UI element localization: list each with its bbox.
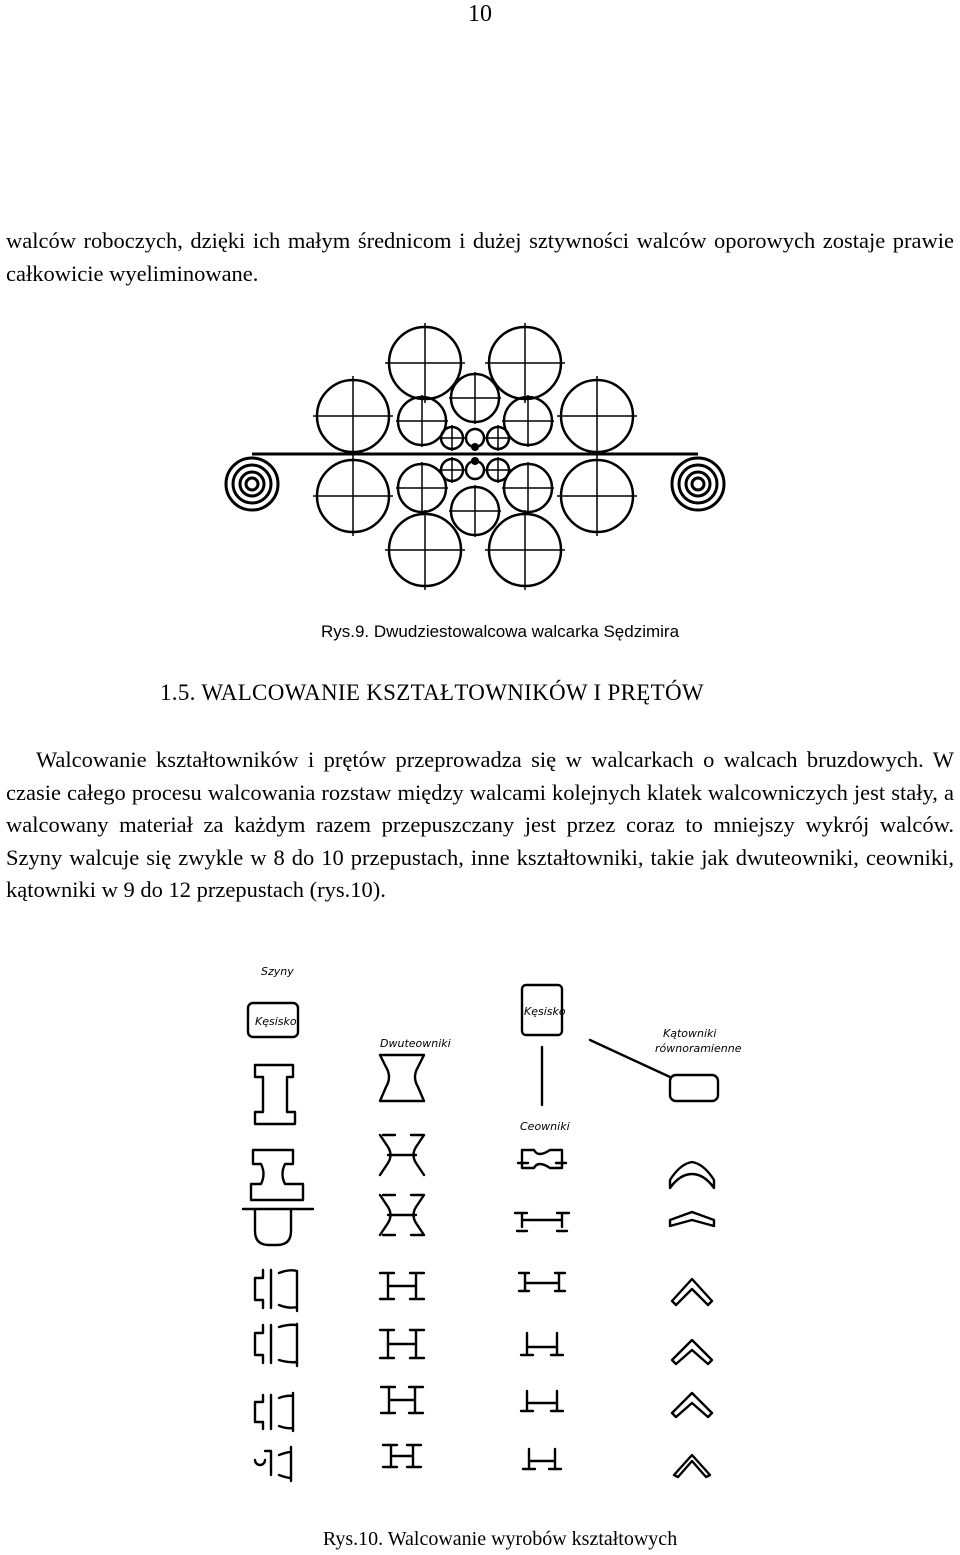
rail-pass-5 [255, 1324, 297, 1366]
rail-pass-6 [255, 1393, 293, 1431]
paragraph-main: Walcowanie kształtowników i prętów przeprowadza się w walcarkach o walcach bruzdowych. W czasie całego procesu walcowania rozstaw między walcami kolejnych klatek walcowniczych jest stały, a walcowany materiał za każdym razem przepuszczany jest przez coraz to mniejszy wykrój walców. Szyny walcuje się zwykle w 8 do 10 przepustach, inne kształtowniki, takie jak dwuteowniki, ceowniki, kątowniki w 9 do 12 przepustach (rys.10). [6, 747, 954, 902]
paragraph-intro: walców roboczych, dzięki ich małym średnicom i dużej sztywności walców oporowych zostaje prawie całkowicie wyeliminowane. [6, 228, 954, 286]
rail-pass-2 [251, 1150, 303, 1200]
label-kesisko-2: Kęsisko [524, 1005, 566, 1018]
ibeam-pass-7 [383, 1445, 421, 1467]
ibeam-pass-2 [380, 1135, 424, 1175]
rail-pass-1 [255, 1065, 295, 1124]
label-rownoramienne: równoramienne [655, 1042, 742, 1055]
channel-pass-4 [521, 1333, 563, 1355]
right-coil [672, 458, 724, 510]
rail-pass-4 [255, 1270, 297, 1311]
ibeam-pass-5 [380, 1330, 424, 1358]
rolling-sequences-diagram [225, 955, 765, 1515]
billet-shape-3 [670, 1075, 718, 1101]
angle-pass-6 [674, 1455, 710, 1477]
label-ceowniki: Ceowniki [520, 1120, 570, 1133]
label-dwuteowniki: Dwuteowniki [380, 1037, 451, 1050]
channel-pass-2 [515, 1213, 569, 1231]
angle-pass-1 [670, 1162, 714, 1188]
channel-pass-3 [519, 1273, 565, 1291]
figure-10-caption: Rys.10. Walcowanie wyrobów kształtowych [322, 1528, 678, 1550]
ibeam-pass-1 [380, 1055, 424, 1101]
label-szyny: Szyny [261, 965, 294, 978]
rail-pass-3 [243, 1209, 313, 1245]
label-kesisko-1: Kęsisko [255, 1015, 297, 1028]
angle-pass-2 [670, 1212, 714, 1226]
channel-pass-1 [518, 1150, 566, 1168]
angle-pass-5 [672, 1393, 712, 1417]
page-number: 10 [468, 1, 492, 27]
ibeam-pass-4 [380, 1273, 424, 1299]
angle-pass-3 [672, 1279, 712, 1305]
ibeam-pass-6 [381, 1387, 423, 1413]
angle-pass-4 [672, 1340, 712, 1364]
label-katowniki: Kątowniki [663, 1027, 717, 1040]
channel-pass-6 [523, 1449, 561, 1469]
ibeam-pass-3 [380, 1195, 424, 1235]
sendzimir-mill-diagram [200, 308, 750, 613]
figure-9-caption: Rys.9. Dwudziestowalcowa walcarka Sędzimira [320, 622, 680, 641]
rail-pass-7 [255, 1447, 291, 1481]
section-heading: 1.5. WALCOWANIE KSZTAŁTOWNIKÓW I PRĘTÓW [160, 680, 704, 705]
left-coil [226, 458, 278, 510]
channel-pass-5 [521, 1391, 563, 1411]
